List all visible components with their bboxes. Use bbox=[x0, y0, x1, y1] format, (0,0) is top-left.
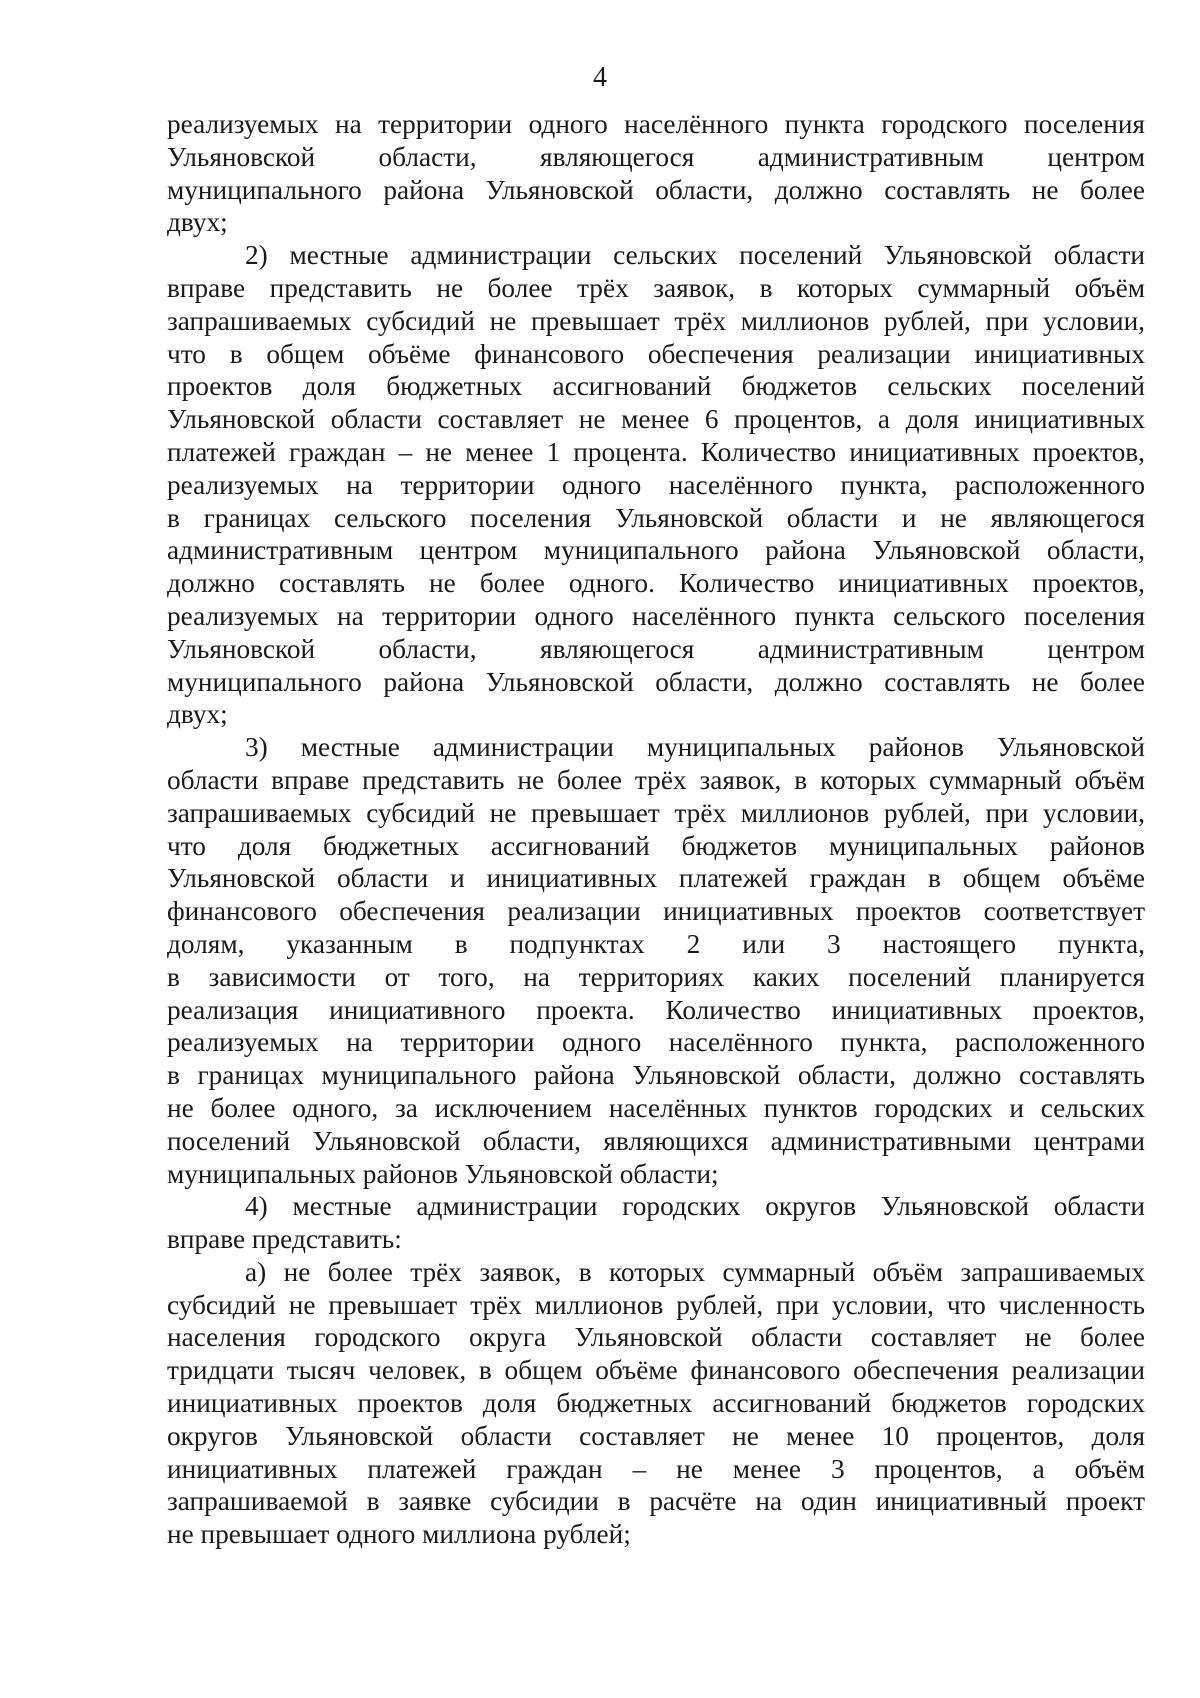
paragraph-subitem-a bbox=[167, 1256, 1145, 1551]
text-line: муниципальных районов Ульяновской области; bbox=[167, 1158, 719, 1189]
text-line: двух; bbox=[167, 207, 228, 238]
text-line: Ульяновской области составляет не менее 6 процентов, а доля инициативных bbox=[167, 404, 1145, 435]
text-line: не более одного, за исключением населённых пунктов городских и сельских bbox=[167, 1092, 1145, 1123]
text-line: что доля бюджетных ассигнований бюджетов муниципальных районов bbox=[167, 830, 1145, 861]
text-line: инициативных проектов доля бюджетных ассигнований бюджетов городских bbox=[167, 1388, 1145, 1419]
text-line: Ульяновской области, являющегося административным центром bbox=[167, 141, 1145, 172]
text-line: инициативных платежей граждан – не менее 3 процентов, а объём bbox=[167, 1453, 1145, 1484]
text-line: вправе представить: bbox=[167, 1224, 402, 1255]
text-line: населения городского округа Ульяновской области составляет не более bbox=[167, 1322, 1145, 1353]
paragraph-item-3 bbox=[167, 731, 1145, 1190]
text-line: не превышает одного миллиона рублей; bbox=[167, 1519, 631, 1550]
text-line: муниципального района Ульяновской области, должно составлять не более bbox=[167, 174, 1145, 205]
text-line: запрашиваемой в заявке субсидии в расчёте на один инициативный проект bbox=[167, 1486, 1145, 1517]
text-line: что в общем объёме финансового обеспечения реализации инициативных bbox=[167, 338, 1145, 369]
text-line: а) не более трёх заявок, в которых суммарный объём запрашиваемых bbox=[245, 1256, 1145, 1287]
text-line: платежей граждан – не менее 1 процента. Количество инициативных проектов, bbox=[167, 436, 1145, 467]
text-line: области вправе представить не более трёх заявок, в которых суммарный объём bbox=[167, 764, 1145, 795]
text-line: в границах муниципального района Ульяновской области, должно составлять bbox=[167, 1060, 1145, 1091]
text-line: административным центром муниципального района Ульяновской области, bbox=[167, 535, 1145, 566]
text-line: реализуемых на территории одного населённого пункта, расположенного bbox=[167, 469, 1145, 500]
paragraph-item-2 bbox=[167, 239, 1145, 731]
text-line: тридцати тысяч человек, в общем объёме финансового обеспечения реализации bbox=[167, 1355, 1145, 1386]
text-line: субсидий не превышает трёх миллионов рублей, при условии, что численность bbox=[167, 1289, 1145, 1320]
text-line: 2) местные администрации сельских поселений Ульяновской области bbox=[245, 240, 1145, 271]
text-line: округов Ульяновской области составляет не менее 10 процентов, доля bbox=[167, 1420, 1145, 1451]
paragraph-item-4 bbox=[167, 1190, 1145, 1256]
text-line: в границах сельского поселения Ульяновской области и не являющегося bbox=[167, 502, 1145, 533]
text-line: должно составлять не более одного. Количество инициативных проектов, bbox=[167, 568, 1145, 599]
text-line: двух; bbox=[167, 699, 228, 730]
text-line: Ульяновской области и инициативных платежей граждан в общем объёме bbox=[167, 863, 1145, 894]
text-line: реализуемых на территории одного населённого пункта городского поселения bbox=[167, 109, 1145, 139]
text-line: реализуемых на территории одного населённого пункта сельского поселения bbox=[167, 600, 1145, 631]
text-line: финансового обеспечения реализации инициативных проектов соответствует bbox=[167, 896, 1145, 927]
paragraph-continuation bbox=[167, 108, 1145, 239]
text-line: проектов доля бюджетных ассигнований бюджетов сельских поселений bbox=[167, 371, 1145, 402]
text-line: 4) местные администрации городских округов Ульяновской области bbox=[245, 1191, 1145, 1222]
page-number: 4 bbox=[593, 62, 607, 93]
text-line: реализация инициативного проекта. Количество инициативных проектов, bbox=[167, 994, 1145, 1025]
text-line: в зависимости от того, на территориях каких поселений планируется bbox=[167, 961, 1145, 992]
text-line: муниципального района Ульяновской области, должно составлять не более bbox=[167, 666, 1145, 697]
text-line: поселений Ульяновской области, являющихся административными центрами bbox=[167, 1125, 1145, 1156]
document-body bbox=[167, 108, 1145, 1551]
text-line: 3) местные администрации муниципальных районов Ульяновской bbox=[245, 732, 1145, 763]
text-line: Ульяновской области, являющегося административным центром bbox=[167, 633, 1145, 664]
text-line: долям, указанным в подпунктах 2 или 3 настоящего пункта, bbox=[167, 928, 1145, 959]
text-line: запрашиваемых субсидий не превышает трёх миллионов рублей, при условии, bbox=[167, 797, 1145, 828]
text-line: запрашиваемых субсидий не превышает трёх миллионов рублей, при условии, bbox=[167, 305, 1145, 336]
text-line: реализуемых на территории одного населённого пункта, расположенного bbox=[167, 1027, 1145, 1058]
text-line: вправе представить не более трёх заявок, в которых суммарный объём bbox=[167, 272, 1145, 303]
